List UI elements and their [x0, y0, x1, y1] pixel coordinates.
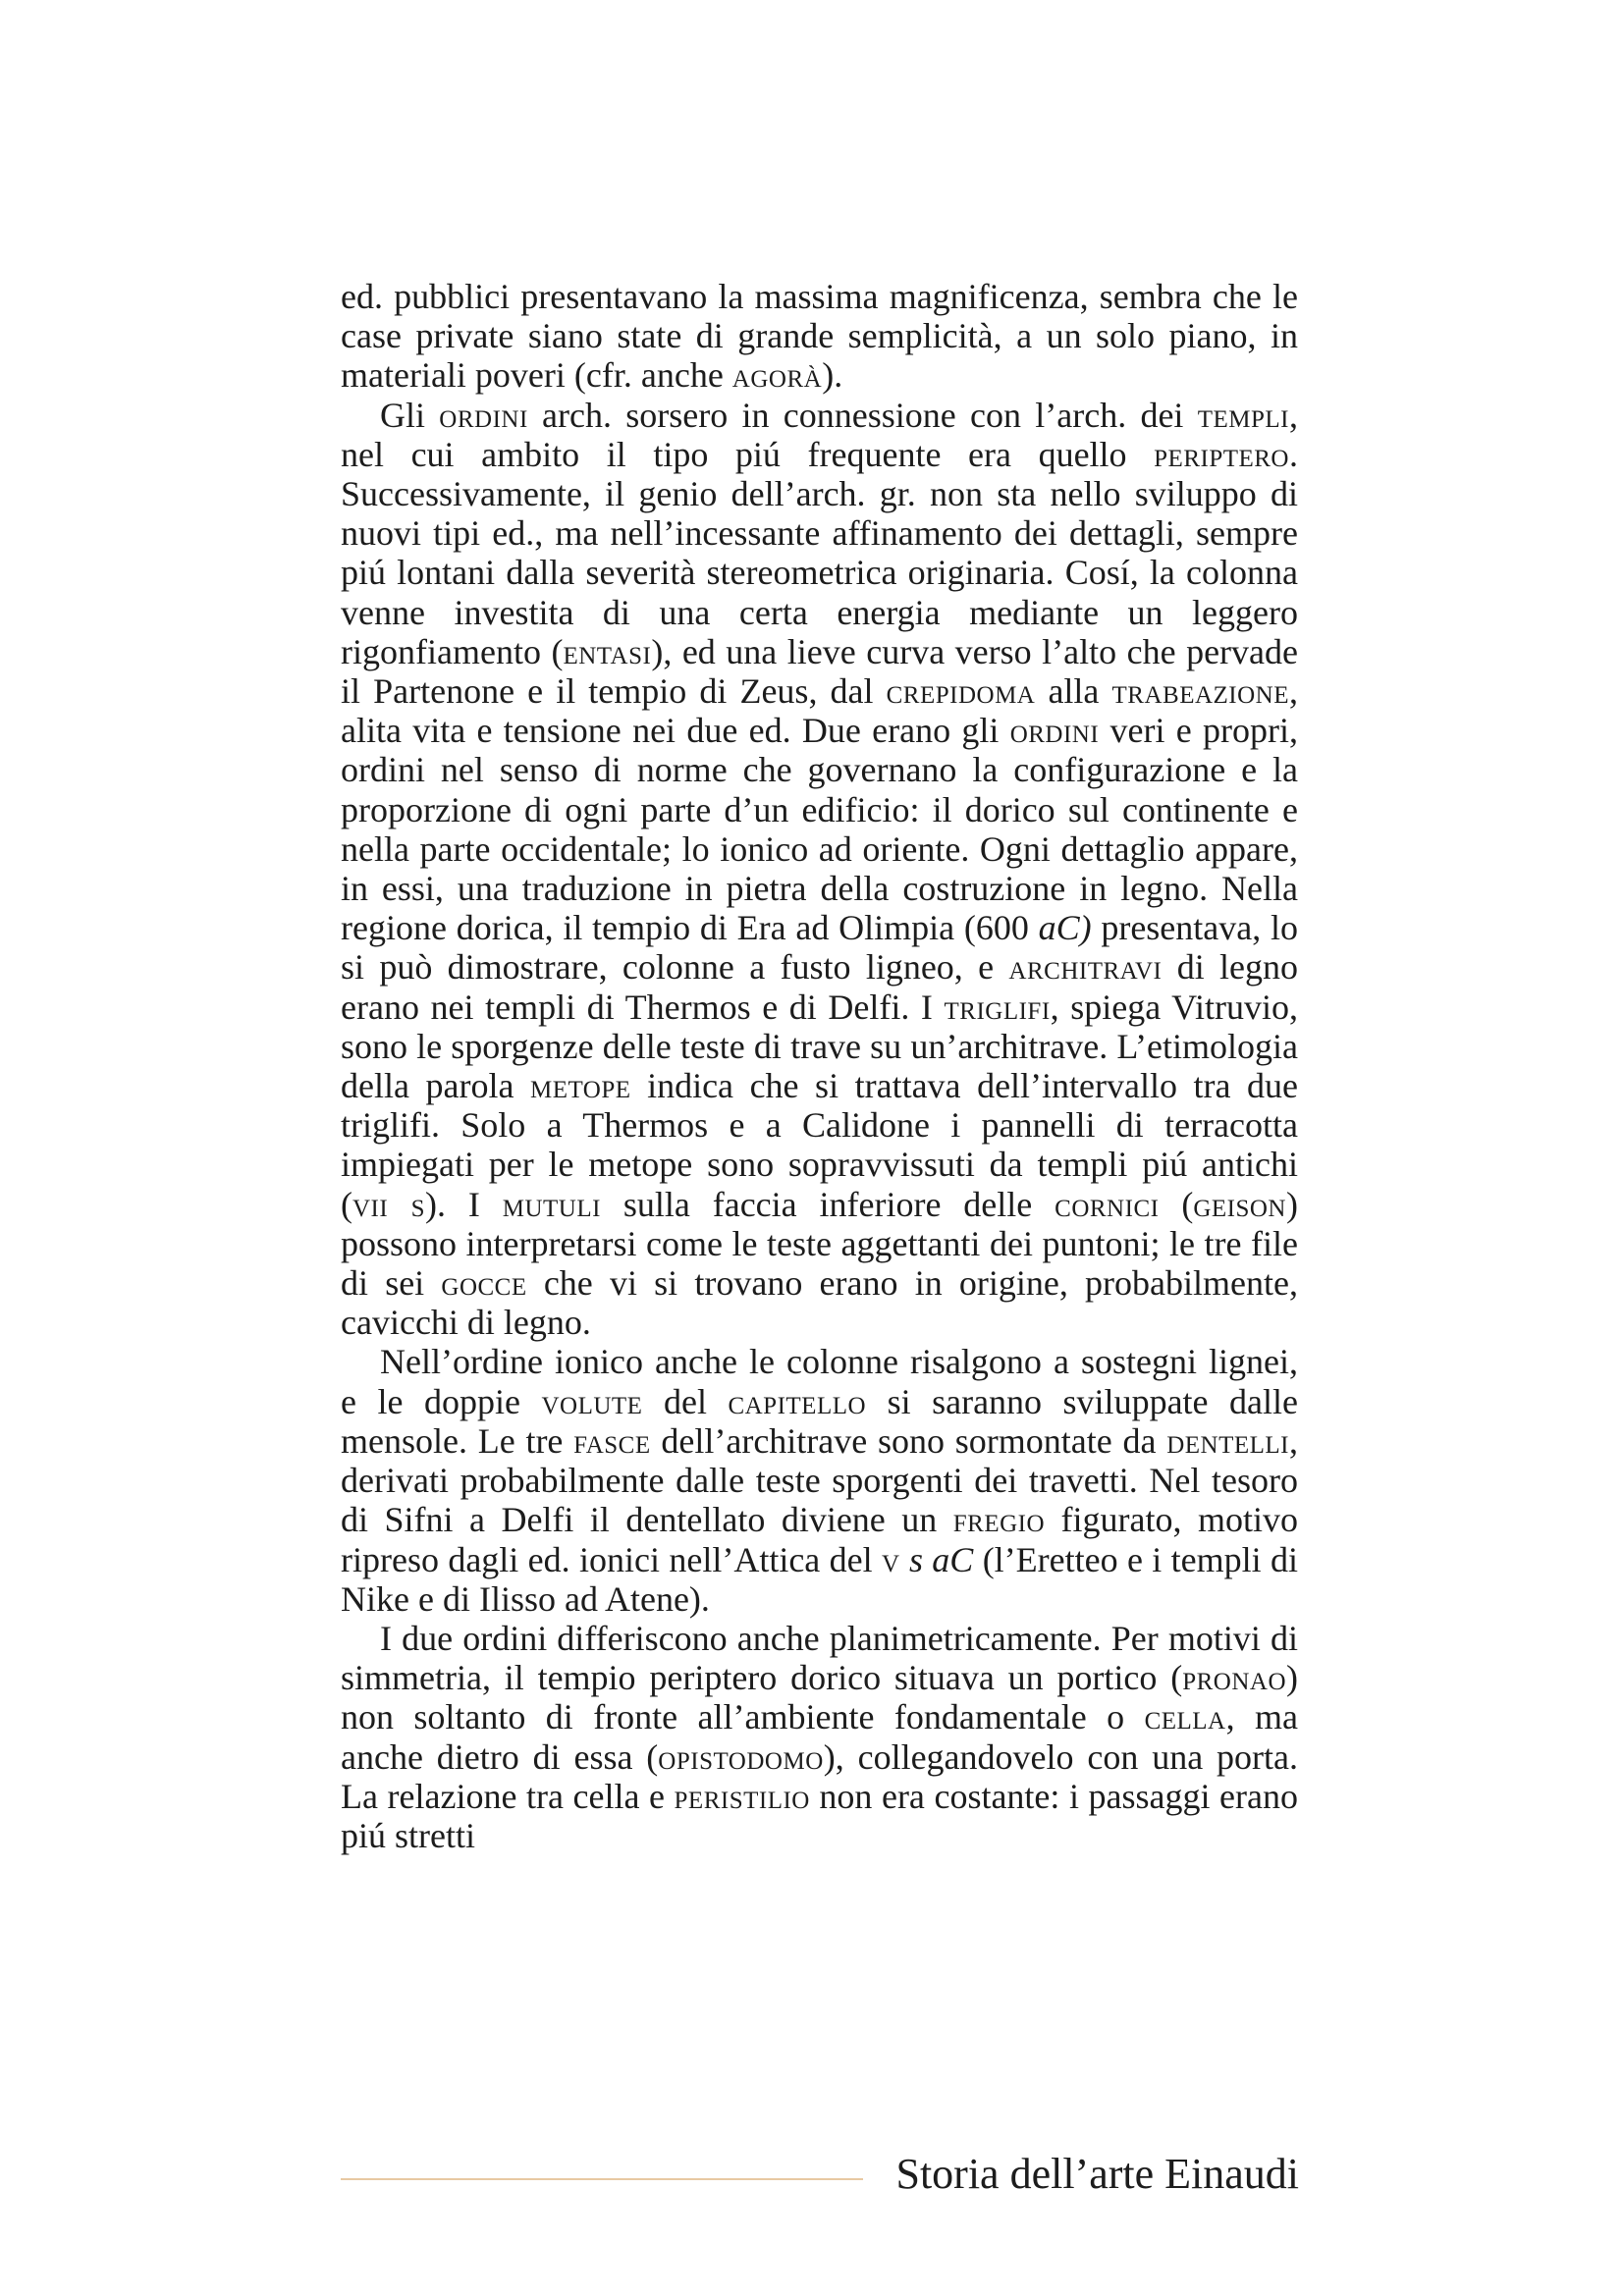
- small-caps-term: opistodomo: [658, 1736, 824, 1777]
- italic-term: aC): [1038, 908, 1092, 948]
- small-caps-term: fregio: [952, 1500, 1046, 1540]
- footer-title: Storia dell’arte Einaudi: [895, 2150, 1299, 2198]
- italic-term: s aC: [908, 1539, 974, 1579]
- small-caps-term: geison: [1193, 1184, 1286, 1224]
- small-caps-term: periptero: [1154, 434, 1289, 474]
- paragraph-4: I due ordini differiscono anche planimetricamente. Per motivi di simmetria, il tempio periptero dorico situava un portico (pronao) non soltanto di fronte all’ambiente fondamentale o cella, ma anche dietro di essa (opistodomo), collegandovelo con una porta. La relazione tra cella e peristilio non era costante: i passaggi erano piú stretti: [341, 1618, 1298, 1855]
- small-caps-term: ordini: [439, 395, 528, 435]
- small-caps-term: cella: [1144, 1697, 1226, 1737]
- small-caps-term: templi: [1197, 395, 1289, 435]
- small-caps-term: architravi: [1008, 947, 1163, 988]
- small-caps-term: agorà: [731, 355, 823, 396]
- small-caps-term: trabeazione: [1111, 671, 1289, 712]
- small-caps-term: ordini: [1009, 711, 1100, 751]
- paragraph-2: Gli ordini arch. sorsero in connessione con l’arch. dei templi, nel cui ambito il tipo piú frequente era quello periptero. Successivamente, il genio dell’arch. gr. non sta nello sviluppo di nuovi tipi ed., ma nell’incessante affinamento dei dettagli, sempre piú lontani dalla severità stereometrica originaria. Cosí, la colonna venne investita di una certa energia mediante un leggero rigonfiamento (entasi), ed una lieve curva verso l’alto che pervade il Partenone e il tempio di Zeus, dal crepidoma alla trabeazione, alita vita e tensione nei due ed. Due erano gli ordini veri e propri, ordini nel senso di norme che governano la configurazione e la proporzione di ogni parte d’un edificio: il dorico sul continente e nella parte occidentale; lo ionico ad oriente. Ogni dettaglio appare, in essi, una traduzione in pietra della costruzione in legno. Nella regione dorica, il tempio di Era ad Olimpia (600 aC) presentava, lo si può dimostrare, colonne a fusto ligneo, e architravi di legno erano nei templi di Thermos e di Delfi. I triglifi, spiega Vitruvio, sono le sporgenze delle teste di trave su un’architrave. L’etimologia della parola metope indica che si trattava dell’intervallo tra due triglifi. Solo a Thermos e a Calidone i pannelli di terracotta impiegati per le metope sono sopravvissuti da templi piú antichi (vii s). I mutuli sulla faccia inferiore delle cornici (geison) possono interpretarsi come le teste aggettanti dei puntoni; le tre file di sei gocce che vi si trovano erano in origine, probabilmente, cavicchi di legno.: [341, 395, 1299, 1343]
- paragraph-1: ed. pubblici presentavano la massima magnificenza, sembra che le case private siano state di grande semplicità, a un solo piano, in materiali poveri (cfr. anche agorà).: [341, 277, 1298, 396]
- small-caps-term: dentelli: [1166, 1420, 1289, 1461]
- small-caps-term: mutuli: [502, 1184, 601, 1224]
- small-caps-term: crepidoma: [886, 671, 1036, 712]
- small-caps-term: fasce: [573, 1420, 651, 1461]
- small-caps-term: triglifi: [944, 987, 1051, 1027]
- small-caps-term: vii s: [352, 1184, 425, 1224]
- small-caps-term: peristilio: [674, 1776, 810, 1816]
- small-caps-term: entasi: [563, 631, 652, 671]
- small-caps-term: volute: [541, 1381, 643, 1421]
- small-caps-term: v: [882, 1539, 900, 1579]
- body-text: [341, 277, 1298, 1855]
- small-caps-term: capitello: [728, 1381, 867, 1421]
- paragraph-3: Nell’ordine ionico anche le colonne risalgono a sostegni lignei, e le doppie volute del capitello si saranno sviluppate dalle mensole. Le tre fasce dell’architrave sono sormontate da dentelli, derivati probabilmente dalle teste sporgenti dei travetti. Nel tesoro di Sifni a Delfi il dentellato diviene un fregio figurato, motivo ripreso dagli ed. ionici nell’Attica del v s aC (l’Eretteo e i templi di Nike e di Ilisso ad Atene).: [341, 1342, 1299, 1619]
- small-caps-term: metope: [529, 1066, 631, 1106]
- small-caps-term: cornici: [1055, 1184, 1160, 1224]
- small-caps-term: pronao: [1182, 1658, 1286, 1698]
- footer-rule: [341, 2178, 863, 2180]
- small-caps-term: gocce: [441, 1263, 527, 1304]
